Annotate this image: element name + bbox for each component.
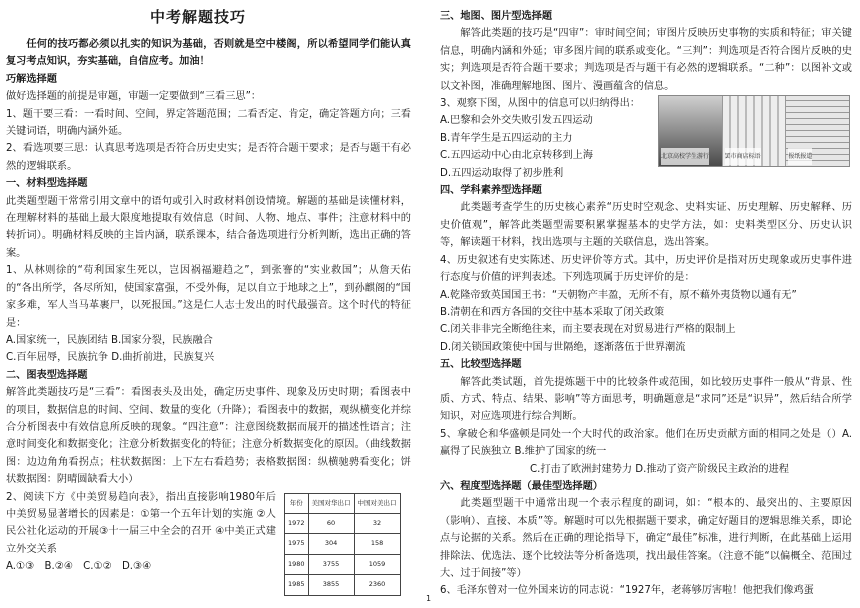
table-row	[285, 513, 401, 533]
material-option: C.百年屈辱，民族抗争 D.曲折前进，民族复兴	[6, 352, 215, 364]
table-cell: 60	[308, 513, 354, 533]
compare-question-cont: C.打击了欧洲封建势力 D.推动了资产阶级民主政治的进程	[530, 463, 789, 475]
choice-paragraph-2: 1、题干要三看：一看时间、空间，界定答题范围；二看否定、肯定，确定答题方向；三看关键词语，明确内涵外延。	[6, 108, 411, 138]
table-header-row	[285, 493, 401, 513]
heading-chart: 二、图表型选择题	[6, 369, 88, 381]
table-header: 年份	[285, 493, 309, 513]
map-option: C.五四运动中心由北京转移到上海	[440, 150, 593, 162]
literacy-paragraph: 此类题考查学生的历史核心素养“历史时空观念、史料实证、历史理解、历史解释、历史价值观”，解答此类题型需要积累掌握基本的史学方法，如：史料类型区分、历史认识等，解读题干材料，找出选项与主题的关联信息，选出答案。	[440, 202, 852, 249]
choice-paragraph-3: 2、看选项要三思：认真思考选项是否符合历史史实；是否符合题干要求；是否与题干有必然的逻辑联系。	[6, 143, 411, 172]
table-cell: 3755	[308, 554, 354, 574]
table-cell: 1059	[354, 554, 400, 574]
map-option: A.巴黎和会外交失败引发五四运动	[440, 115, 593, 127]
table-header: 中国对美出口	[354, 493, 400, 513]
heading-map: 三、地图、图片型选择题	[440, 11, 553, 22]
may-fourth-photos	[658, 95, 850, 167]
chart-paragraph: 解答此类题技巧是“三看”：看图表头及出处，确定历史事件、现象及历史时期；看图表中的项目，数据信息的时间、空间、数量的变化（升降）；看图表中的数据，观纵横变化并综合分析图表中有效信息所反映的现象。“四注意”：注意图绕数据而展开的描述性语言；注意时间变化和数据变化；注意分析数据变化的特征；注意分析数据变化的原因。（曲线数据图：边边角角看拐点；柱状数据图：上下左右看趋势；表格数据图：纵横驰骋看变化；饼状数据图：阴晴圆缺看大小）	[6, 387, 411, 486]
table-cell: 304	[308, 534, 354, 554]
map-option: D.五四运动取得了初步胜利	[440, 167, 564, 179]
chart-options: A.①③ B.②④ C.①② D.③④	[6, 561, 152, 573]
table-row	[285, 575, 401, 595]
chart-question: 2、阅读下方《中美贸易趋向表》，指出直接影响1980年后中美贸易显著增长的因素是：①第一个五年计划的实施 ②人民公社化运动的开展③十一届三中全会的召开 ④中美正式建立外交关系	[6, 491, 276, 555]
photo-shop-strike	[723, 96, 787, 166]
literacy-option: A.乾隆帝致英国国王书：“天朝物产丰盈，无所不有，原不藉外夷货物以通有无”	[440, 289, 797, 301]
intro-paragraph: 任何的技巧都必须以扎实的知识为基础，否则就是空中楼阁，所以希望同学们能认真复习考点知识，夯实基础，自信应考。加油！	[6, 39, 411, 68]
table-cell: 3855	[308, 575, 354, 595]
map-question-block	[440, 95, 852, 182]
literacy-option: D.闭关锁国政策使中国与世隔绝，逐渐落伍于世界潮流	[440, 341, 686, 353]
heading-literacy: 四、学科素养型选择题	[440, 185, 542, 197]
literacy-question: 4、历史叙述有史实陈述、历史评价等方式。其中，历史评价是指对历史现象或历史事件进行态度与价值的评判表述。下列选项属于历史评价的是：	[440, 254, 852, 284]
photo-student-march	[659, 96, 723, 166]
map-question: 3、观察下图，从图中的信息可以归纳得出：	[440, 98, 641, 110]
photo-newspaper	[786, 96, 849, 166]
heading-compare: 五、比较型选择题	[440, 359, 522, 371]
literacy-option: B.清朝在和西方各国的交往中基本采取了闭关政策	[440, 306, 665, 318]
table-cell: 1980	[285, 554, 309, 574]
chart-question-block	[6, 489, 411, 589]
table-header: 美国对华出口	[308, 493, 354, 513]
table-cell: 158	[354, 534, 400, 554]
photo-caption: 北京高校学生游行	[661, 148, 709, 165]
degree-question: 6、毛泽东曾对一位外国来访的同志说：“1927年，老蒋够厉害啦！他把我们像鸡蛋	[440, 585, 814, 597]
left-column	[6, 36, 411, 589]
table-cell: 2360	[354, 575, 400, 595]
degree-paragraph: 此类题型题干中通常出现一个表示程度的副词，如：“根本的、最突出的、主要原因（影响）、直接、本质”等。解题时可以先根据题干要求，确定好题目的逻辑思维关系，即论点与论据的关系。然后在正确的理论指导下，确定“最佳”标准，进行判断，在此基础上运用排除法、优选法、逐个比较法等分析备选项，找出最佳答案。（注意不能“以偏概全、范围过大、过于间接”等）	[440, 498, 852, 579]
compare-paragraph: 解答此类试题，首先提炼题干中的比较条件或范围，如比较历史事件一般从“背景、性质、方式、特点、结果、影响”等方面思考，明确题意是“求同”还是“识异”，然后结合所学知识，对应选项进行综合判断。	[440, 376, 852, 423]
photo-caption: 报纸报道	[788, 148, 812, 165]
table-cell: 1985	[285, 575, 309, 595]
page-title: 中考解题技巧	[150, 8, 247, 26]
material-option: A.国家统一，民族团结 B.国家分裂，民族融合	[6, 334, 213, 346]
literacy-option: C.闭关非非完全断绝往来，而主要表现在对贸易进行严格的限制上	[440, 324, 736, 336]
material-paragraph: 此类题型题干常常引用文章中的语句或引入时政材料创设情境。解题的基础是读懂材料，在理解材料的基础上最大限度地提取有效信息（时间、人物、地点、事件；注意材料中的转折词）。明确材料反映的主旨内涵，联系课本，结合备选项进行分析判断，选出正确的答案。	[6, 195, 411, 259]
compare-question: 5、拿破仑和华盛顿是同处一个大时代的政治家。他们在历史贡献方面的相同之处是（）A.赢得了民族独立 B.维护了国家的统一	[440, 428, 852, 458]
map-option: B.青年学生是五四运动的主力	[440, 132, 573, 144]
heading-material: 一、材料型选择题	[6, 178, 88, 190]
page-number: 1	[426, 594, 432, 603]
table-cell: 1975	[285, 534, 309, 554]
table-row	[285, 554, 401, 574]
heading-degree: 六、程度型选择题（最佳型选择题）	[440, 480, 603, 492]
table-row	[285, 534, 401, 554]
material-question: 1、从林则徐的“苟利国家生死以，岂因祸福避趋之”，到张謇的“实业救国”；从詹天佑的“各出所学，各尽所知，使国家富强，不受外侮，足以自立于地球之上”，到孙麒阁的“国家多难，军人当马革裹尸，以死报国。”这是仁人志士发出的时代最强音。这个时代的特征是：	[6, 265, 411, 329]
table-cell: 1972	[285, 513, 309, 533]
trade-table	[284, 493, 401, 596]
choice-paragraph-1: 做好选择题的前提是审题，审题一定要做到“三看三思”：	[6, 91, 262, 103]
map-paragraph: 解答此类题的技巧是“四审”：审时间空间；审图片反映历史事物的实质和特征；审关键信息，明确内涵和外延；审多图片间的联系或变化。“三判”：判选项是否符合图片反映的史实；判选项是否符合题干要求；判选项是否与题干有必然的逻辑联系。“二种”：以图补文或以文补图，准确理解地图、图片、漫画蕴含的信息。	[440, 28, 852, 92]
right-column	[440, 8, 852, 600]
table-cell: 32	[354, 513, 400, 533]
heading-choice: 巧解选择题	[6, 73, 57, 85]
photo-caption: 罢市商店标语	[725, 148, 761, 165]
